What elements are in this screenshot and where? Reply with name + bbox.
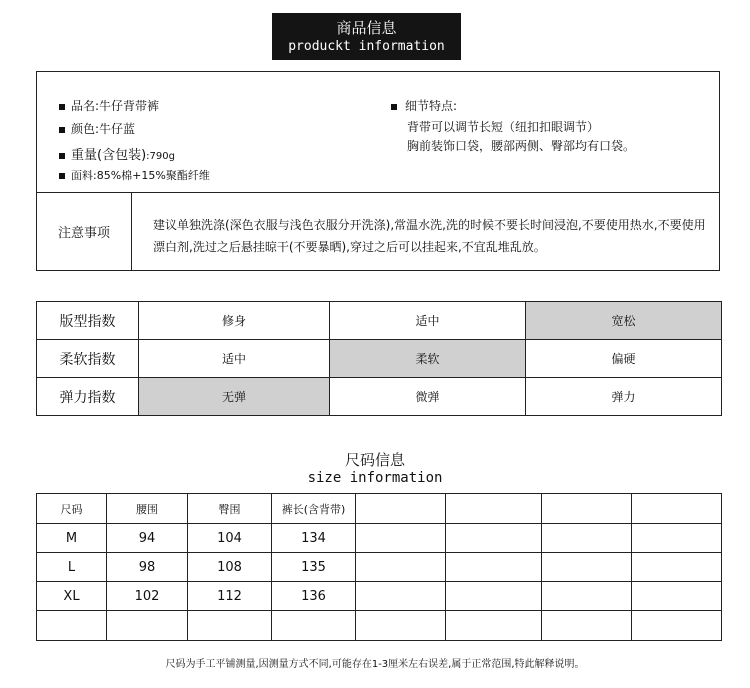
spec-fabric — [59, 167, 210, 183]
size-cell — [446, 553, 542, 582]
care-notes-label: 注意事项 — [57, 226, 110, 241]
size-title-zh: 尺码信息 — [344, 451, 405, 469]
size-cell — [632, 582, 722, 611]
size-cell — [356, 611, 446, 641]
care-notes-text: 建议单独洗涤(深色衣服与浅色衣服分开洗涤),常温水洗,洗的时候不要长时间浸泡,不要使用热水,不要使用漂白剂,洗过之后悬挂晾干(不要暴晒),穿过之后可以挂起来,不宜乱堆乱放。 — [153, 218, 706, 254]
size-cell: 136 — [272, 582, 356, 611]
banner-title-zh: 商品信息 — [336, 19, 397, 37]
size-header-cell — [446, 494, 542, 524]
index-label: 版型指数 — [37, 302, 139, 340]
divider — [37, 192, 719, 193]
bullet-icon — [59, 153, 65, 159]
index-label: 柔软指数 — [37, 340, 139, 378]
size-cell — [356, 582, 446, 611]
index-option: 弹力 — [526, 378, 722, 416]
size-cell — [542, 582, 632, 611]
size-cell — [632, 611, 722, 641]
size-header-row — [37, 494, 722, 524]
size-cell: XL — [37, 582, 107, 611]
index-option: 柔软 — [330, 340, 526, 378]
size-cell: 135 — [272, 553, 356, 582]
size-header-cell: 臀围 — [188, 494, 272, 524]
spec-weight — [59, 144, 175, 163]
index-row — [37, 302, 722, 340]
size-cell — [542, 524, 632, 553]
index-option: 微弹 — [330, 378, 526, 416]
detail-line-1: 背带可以调节长短（纽扣扣眼调节） — [407, 120, 600, 134]
detail-line-2: 胸前装饰口袋，腰部两侧、臀部均有口袋。 — [407, 139, 636, 153]
bullet-icon — [391, 104, 397, 110]
spec-weight-value: :790g — [146, 151, 175, 162]
size-cell — [542, 611, 632, 641]
size-cell: 94 — [107, 524, 188, 553]
divider — [131, 192, 132, 270]
size-cell — [632, 524, 722, 553]
spec-weight-label: 重量(含包装) — [71, 148, 147, 163]
size-cell — [107, 611, 188, 641]
table-row — [37, 611, 722, 641]
size-header-cell — [542, 494, 632, 524]
section-banner — [272, 13, 461, 60]
index-row — [37, 340, 722, 378]
index-label: 弹力指数 — [37, 378, 139, 416]
size-title-en: size information — [307, 470, 443, 486]
size-header-cell — [632, 494, 722, 524]
size-cell: 112 — [188, 582, 272, 611]
size-header-cell: 尺码 — [37, 494, 107, 524]
detail-title-text: 细节特点: — [405, 99, 458, 113]
index-option: 宽松 — [526, 302, 722, 340]
table-row — [37, 524, 722, 553]
spec-name — [59, 97, 159, 114]
index-row — [37, 378, 722, 416]
index-option: 修身 — [139, 302, 330, 340]
index-option: 适中 — [139, 340, 330, 378]
table-row — [37, 553, 722, 582]
size-cell — [446, 582, 542, 611]
size-cell: 134 — [272, 524, 356, 553]
table-row — [37, 582, 722, 611]
index-option: 无弹 — [139, 378, 330, 416]
size-header-cell: 裤长(含背带) — [272, 494, 356, 524]
size-cell — [356, 524, 446, 553]
size-cell — [188, 611, 272, 641]
size-header-cell: 腰围 — [107, 494, 188, 524]
size-cell: 98 — [107, 553, 188, 582]
size-table — [36, 493, 722, 641]
size-cell — [446, 611, 542, 641]
spec-fabric-text: 面料:85%棉+15%聚酯纤维 — [71, 169, 210, 182]
size-cell: M — [37, 524, 107, 553]
banner-title-en: produckt information — [288, 39, 445, 54]
size-cell: 104 — [188, 524, 272, 553]
product-info-box — [36, 71, 720, 271]
index-option: 偏硬 — [526, 340, 722, 378]
size-cell: 102 — [107, 582, 188, 611]
size-cell — [446, 524, 542, 553]
bullet-icon — [59, 104, 65, 110]
index-option: 适中 — [330, 302, 526, 340]
spec-color-text: 颜色:牛仔蓝 — [71, 122, 136, 136]
bullet-icon — [59, 127, 65, 133]
fit-index-table — [36, 301, 722, 416]
bullet-icon — [59, 173, 65, 179]
spec-name-text: 品名:牛仔背带裤 — [71, 99, 160, 113]
detail-title — [391, 97, 457, 114]
size-header-cell — [356, 494, 446, 524]
size-cell — [632, 553, 722, 582]
footer-note: 尺码为手工平铺测量,因测量方式不同,可能存在1-3厘米左右误差,属于正常范围,特此解释说明。 — [165, 659, 585, 670]
size-cell: 108 — [188, 553, 272, 582]
size-cell: L — [37, 553, 107, 582]
size-cell — [356, 553, 446, 582]
size-cell — [542, 553, 632, 582]
size-cell — [37, 611, 107, 641]
spec-color — [59, 120, 135, 137]
size-cell — [272, 611, 356, 641]
